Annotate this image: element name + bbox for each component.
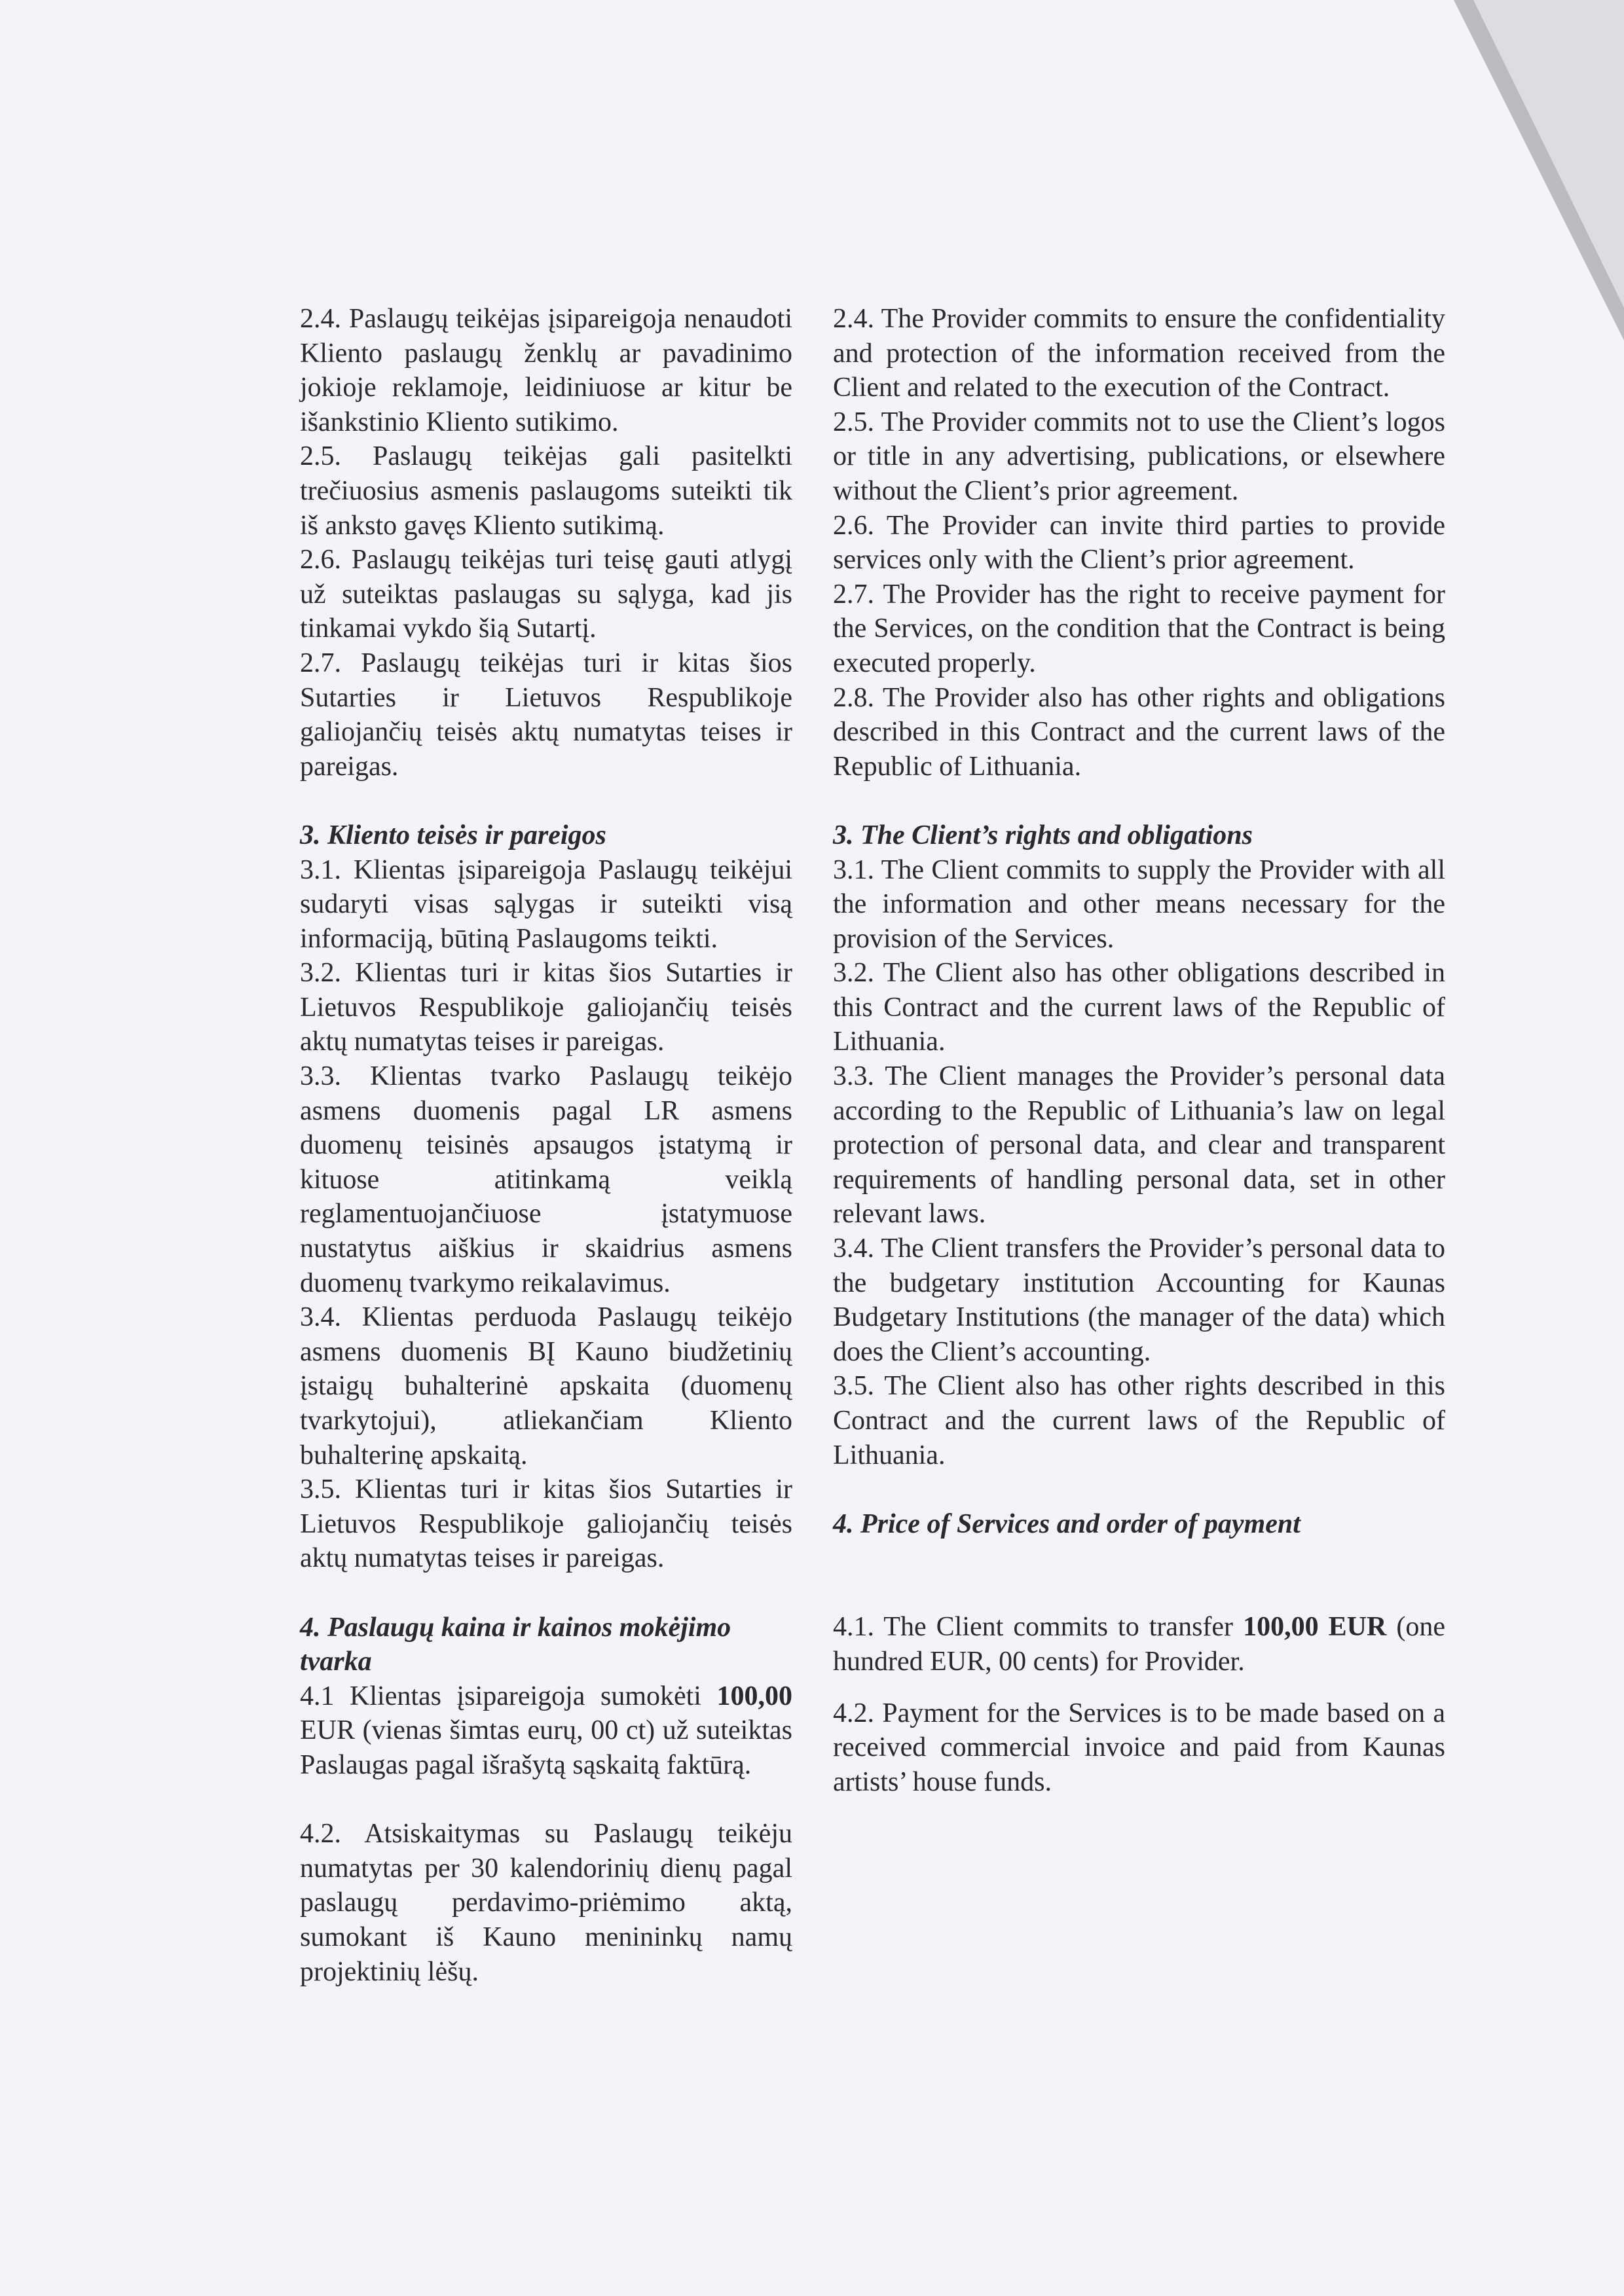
clause-3-5-en: 3.5. The Client also has other rights described in this Contract and the current laws of the Republic of Lithuania. bbox=[833, 1371, 1445, 1470]
clause-4-1-en bbox=[833, 1610, 1445, 1679]
text: (one hundred EUR, 00 cents) for Provider. bbox=[833, 1612, 1445, 1677]
clause-2-8-en: 2.8. The Provider also has other rights and obligations described in this Contract and the current laws of the Republic of Lithuania. bbox=[833, 682, 1445, 782]
text: EUR (vienas šimtas eurų, 00 ct) už suteiktas Paslaugas pagal išrašytą sąskaitą faktūrą. bbox=[300, 1715, 792, 1780]
clause-2-4-en: 2.4. The Provider commits to ensure the confidentiality and protection of the information received from the Client and related to the execution of the Contract. bbox=[833, 304, 1445, 403]
section-3-heading-en: 3. The Client’s rights and obligations bbox=[833, 820, 1253, 850]
clause-4-2-en: 4.2. Payment for the Services is to be made based on a received commercial invoice and paid from Kaunas artists’ house funds. bbox=[833, 1698, 1445, 1797]
lithuanian-column bbox=[300, 302, 792, 1989]
text: 4.1. The Client commits to transfer bbox=[833, 1612, 1244, 1643]
clause-3-3-lt: 3.3. Klientas tvarko Paslaugų teikėjo asmens duomenis pagal LR asmens duomenų teisinės apsaugos įstatymą ir kituose atitinkamą veiklą reglamentuojančiuose įstatymuose nustatytus aiškius ir skaidrius asmens duomenų tvarkymo reikalavimus. bbox=[300, 1061, 792, 1298]
clause-3-4-lt: 3.4. Klientas perduoda Paslaugų teikėjo asmens duomenis BĮ Kauno biudžetinių įstaigų buhalterinė apskaita (duomenų tvarkytojui), atliekančiam Kliento buhalterinę apskaitą. bbox=[300, 1302, 792, 1470]
clause-2-6-en: 2.6. The Provider can invite third parties to provide services only with the Client’s prior agreement. bbox=[833, 510, 1445, 575]
clause-2-5-lt: 2.5. Paslaugų teikėjas gali pasitelkti trečiuosius asmenis paslaugoms suteikti tik iš anksto gavęs Kliento sutikimą. bbox=[300, 441, 792, 541]
clause-3-1-lt: 3.1. Klientas įsipareigoja Paslaugų teikėjui sudaryti visas sąlygas ir suteikti visą informaciją, būtiną Paslaugoms teikti. bbox=[300, 854, 792, 954]
section-3-heading-lt: 3. Kliento teisės ir pareigos bbox=[300, 820, 606, 850]
clause-4-2-lt: 4.2. Atsiskaitymas su Paslaugų teikėju numatytas per 30 kalendorinių dienų pagal paslaugų perdavimo-priėmimo aktą, sumokant iš Kauno menininkų namų projektinių lėšų. bbox=[300, 1819, 792, 1987]
price-amount: 100,00 bbox=[716, 1681, 792, 1711]
clause-3-3-en: 3.3. The Client manages the Provider’s personal data according to the Republic of Lithuania’s law on legal protection of personal data, and clear and transparent requirements of handling personal data, set in other relevant laws. bbox=[833, 1061, 1445, 1230]
clause-2-7-lt: 2.7. Paslaugų teikėjas turi ir kitas šios Sutarties ir Lietuvos Respublikoje galiojančių teisės aktų numatytas teises ir pareigas. bbox=[300, 647, 792, 782]
clause-4-1-lt bbox=[300, 1679, 792, 1783]
clause-2-6-lt: 2.6. Paslaugų teikėjas turi teisę gauti atlygį už suteiktas paslaugas su sąlyga, kad jis tinkamai vykdo šią Sutartį. bbox=[300, 545, 792, 644]
page-fold bbox=[1473, 0, 1624, 308]
text: 4.1 Klientas įsipareigoja sumokėti bbox=[300, 1681, 717, 1711]
clause-3-2-en: 3.2. The Client also has other obligations described in this Contract and the current laws of the Republic of Lithuania. bbox=[833, 958, 1445, 1057]
price-amount: 100,00 EUR bbox=[1243, 1612, 1387, 1643]
clause-3-2-lt: 3.2. Klientas turi ir kitas šios Sutarties ir Lietuvos Respublikoje galiojančių teisės aktų numatytas teises ir pareigas. bbox=[300, 958, 792, 1057]
section-4-heading-en: 4. Price of Services and order of payment bbox=[833, 1508, 1301, 1539]
clause-2-7-en: 2.7. The Provider has the right to receive payment for the Services, on the condition that the Contract is being executed properly. bbox=[833, 579, 1445, 678]
clause-2-4-lt: 2.4. Paslaugų teikėjas įsipareigoja nenaudoti Kliento paslaugų ženklų ar pavadinimo jokioje reklamoje, leidiniuose ar kitur be išankstinio Kliento sutikimo. bbox=[300, 304, 792, 437]
english-column bbox=[833, 302, 1445, 1799]
clause-3-4-en: 3.4. The Client transfers the Provider’s personal data to the budgetary institution Accounting for Kaunas Budgetary Institutions (the manager of the data) which does the Client’s accounting. bbox=[833, 1233, 1445, 1367]
clause-2-5-en: 2.5. The Provider commits not to use the Client’s logos or title in any advertising, publications, or elsewhere without the Client’s prior agreement. bbox=[833, 407, 1445, 506]
clause-3-1-en: 3.1. The Client commits to supply the Provider with all the information and other means necessary for the provision of the Services. bbox=[833, 854, 1445, 954]
section-4-heading-lt: 4. Paslaugų kaina ir kainos mokėjimo tvarka bbox=[300, 1612, 731, 1677]
clause-3-5-lt: 3.5. Klientas turi ir kitas šios Sutarties ir Lietuvos Respublikoje galiojančių teisės aktų numatytas teises ir pareigas. bbox=[300, 1474, 792, 1574]
